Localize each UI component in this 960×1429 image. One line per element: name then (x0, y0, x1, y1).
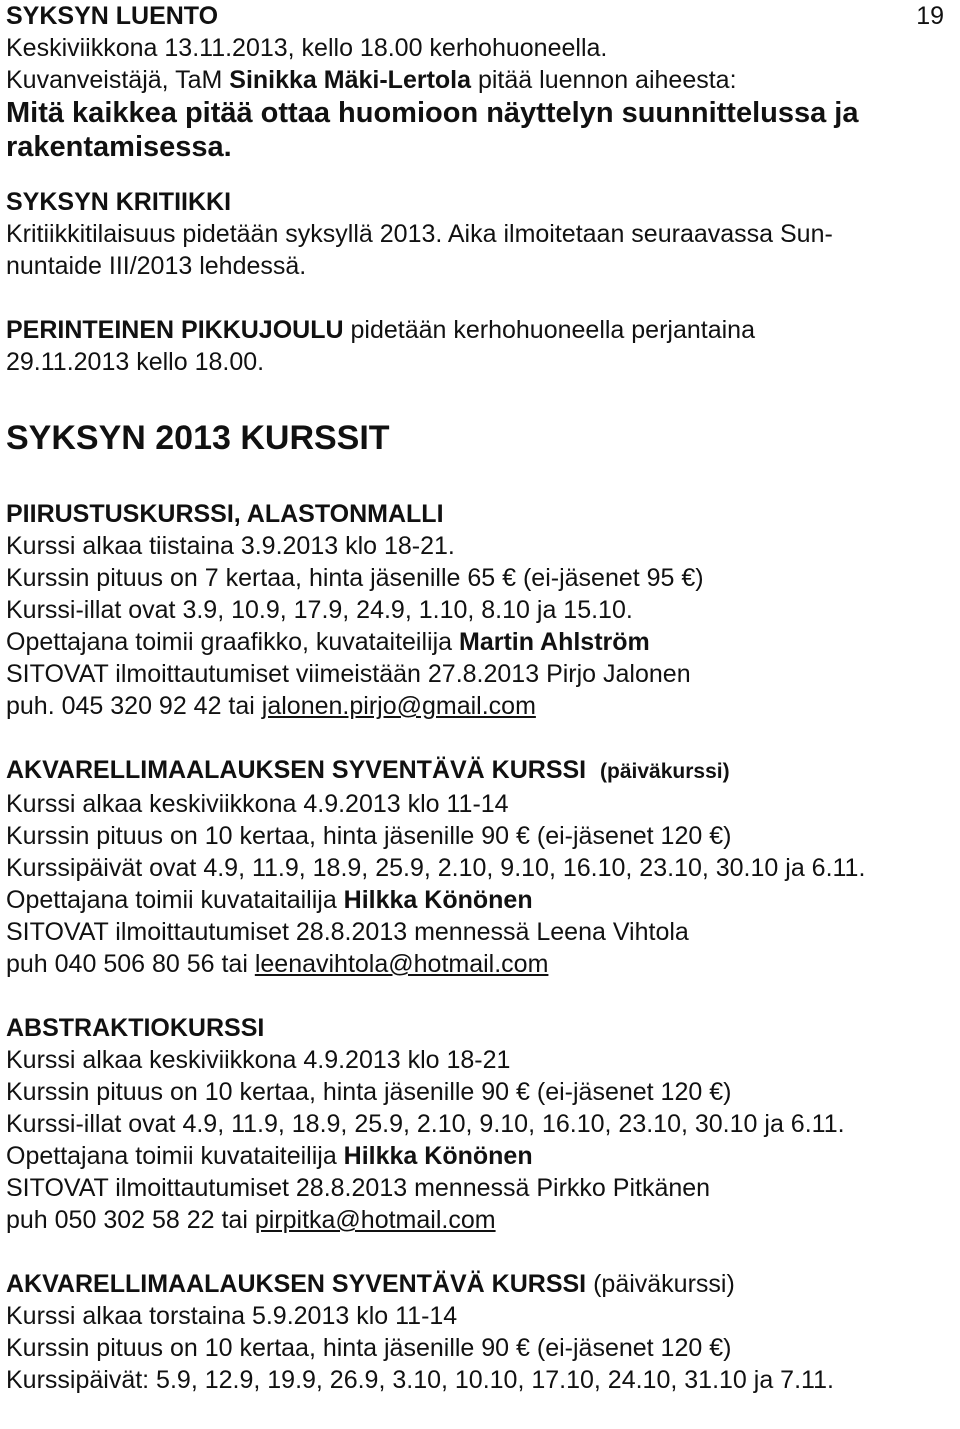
courses-heading: SYKSYN 2013 KURSSIT (6, 419, 390, 457)
page-number: 19 (916, 2, 944, 30)
document-page (6, 0, 954, 1396)
course-3-heading: ABSTRAKTIOKURSSI (6, 1014, 265, 1042)
course-1-dates: Kurssi-illat ovat 3.9, 10.9, 17.9, 24.9, 1.10, 8.10 ja 15.10. (6, 596, 633, 624)
party-line-1-post: pidetään kerhohuoneella perjantaina (343, 316, 755, 344)
lecture-line-2 (6, 64, 954, 96)
lecture-topic-line-1: Mitä kaikkea pitää ottaa huomioon näyttelyn suunnittelussa ja (6, 97, 859, 129)
critique-line-1: Kritiikkitilaisuus pidetään syksyllä 2013. Aika ilmoitetaan seuraavassa Sun- (6, 220, 833, 248)
lecture-line-2-pre: Kuvanveistäjä, TaM (6, 66, 230, 94)
lecture-section (6, 0, 954, 164)
course-4-heading: AKVARELLIMAALAUKSEN SYVENTÄVÄ KURSSI (6, 1270, 587, 1298)
course-2-phone (6, 948, 954, 980)
course-1-signup: SITOVAT ilmoittautumiset viimeistään 27.8.2013 Pirjo Jalonen (6, 660, 691, 688)
lecture-line-1: Keskiviikkona 13.11.2013, kello 18.00 kerhohuoneella. (6, 34, 608, 62)
course-3-signup: SITOVAT ilmoittautumiset 28.8.2013 mennessä Pirkko Pitkänen (6, 1174, 711, 1202)
course-2 (6, 754, 954, 980)
course-2-teacher-name: Hilkka Könönen (343, 886, 533, 914)
course-2-heading: AKVARELLIMAALAUKSEN SYVENTÄVÄ KURSSI (6, 756, 587, 784)
course-4-length: Kurssin pituus on 10 kertaa, hinta jäsenille 90 € (ei-jäsenet 120 €) (6, 1334, 732, 1362)
course-2-start: Kurssi alkaa keskiviikkona 4.9.2013 klo 11-14 (6, 790, 509, 818)
course-3-start: Kurssi alkaa keskiviikkona 4.9.2013 klo 18-21 (6, 1046, 511, 1074)
party-line-1 (6, 314, 954, 346)
course-4-dates: Kurssipäivät: 5.9, 12.9, 19.9, 26.9, 3.10, 10.10, 17.10, 24.10, 31.10 ja 7.11. (6, 1366, 834, 1394)
course-2-signup: SITOVAT ilmoittautumiset 28.8.2013 mennessä Leena Vihtola (6, 918, 689, 946)
course-4-heading-note: (päiväkurssi) (586, 1270, 735, 1298)
course-3-teacher-name: Hilkka Könönen (343, 1142, 533, 1170)
course-1-phone (6, 690, 954, 722)
course-4 (6, 1268, 954, 1396)
critique-line-2: nuntaide III/2013 lehdessä. (6, 252, 307, 280)
course-3-dates: Kurssi-illat ovat 4.9, 11.9, 18.9, 25.9, 2.10, 9.10, 16.10, 23.10, 30.10 ja 6.11. (6, 1110, 845, 1138)
course-1-teacher-pre: Opettajana toimii graafikko, kuvataiteilija (6, 628, 460, 656)
course-3 (6, 1012, 954, 1236)
course-1-teacher (6, 626, 954, 658)
critique-heading: SYKSYN KRITIIKKI (6, 188, 232, 216)
course-3-phone-pre: puh 050 302 58 22 tai (6, 1206, 255, 1234)
course-2-dates: Kurssipäivät ovat 4.9, 11.9, 18.9, 25.9, 2.10, 9.10, 16.10, 23.10, 30.10 ja 6.11. (6, 854, 866, 882)
course-3-teacher-pre: Opettajana toimii kuvataiteilija (6, 1142, 344, 1170)
course-1-heading: PIIRUSTUSKURSSI, ALASTONMALLI (6, 500, 444, 528)
lecture-topic-line-2: rakentamisessa. (6, 131, 232, 163)
course-2-heading-line (6, 754, 954, 788)
course-3-phone (6, 1204, 954, 1236)
party-section (6, 314, 954, 378)
critique-section (6, 186, 954, 282)
party-line-2: 29.11.2013 kello 18.00. (6, 348, 265, 376)
course-1-phone-pre: puh. 045 320 92 42 tai (6, 692, 262, 720)
lecture-heading: SYKSYN LUENTO (6, 2, 219, 30)
course-3-teacher (6, 1140, 954, 1172)
lecturer-name: Sinikka Mäki-Lertola (229, 66, 472, 94)
course-1-start: Kurssi alkaa tiistaina 3.9.2013 klo 18-21. (6, 532, 455, 560)
course-1-email-link[interactable]: jalonen.pirjo@gmail.com (261, 692, 536, 720)
course-1-teacher-name: Martin Ahlström (459, 628, 650, 656)
course-2-phone-pre: puh 040 506 80 56 tai (6, 950, 255, 978)
party-heading: PERINTEINEN PIKKUJOULU (6, 316, 344, 344)
course-3-length: Kurssin pituus on 10 kertaa, hinta jäsenille 90 € (ei-jäsenet 120 €) (6, 1078, 732, 1106)
course-4-start: Kurssi alkaa torstaina 5.9.2013 klo 11-14 (6, 1302, 458, 1330)
course-2-teacher-pre: Opettajana toimii kuvataitailija (6, 886, 344, 914)
course-1-length: Kurssin pituus on 7 kertaa, hinta jäsenille 65 € (ei-jäsenet 95 €) (6, 564, 704, 592)
course-2-teacher (6, 884, 954, 916)
course-2-heading-note: (päiväkurssi) (600, 760, 730, 783)
course-4-heading-line (6, 1268, 954, 1300)
course-2-email-link[interactable]: leenavihtola@hotmail.com (254, 950, 549, 978)
course-2-length: Kurssin pituus on 10 kertaa, hinta jäsenille 90 € (ei-jäsenet 120 €) (6, 822, 732, 850)
course-1 (6, 498, 954, 722)
course-3-email-link[interactable]: pirpitka@hotmail.com (254, 1206, 496, 1234)
lecture-line-2-post: pitää luennon aiheesta: (471, 66, 737, 94)
